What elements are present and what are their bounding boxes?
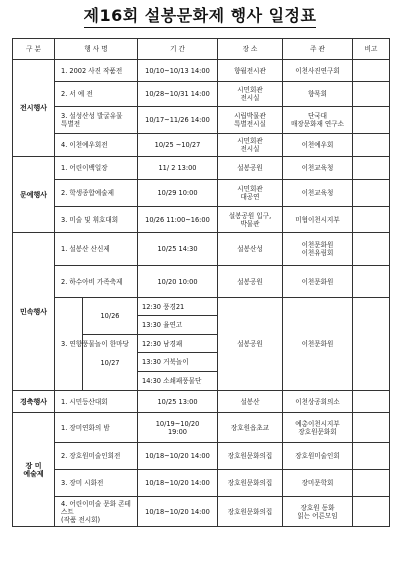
table-row [13, 207, 390, 233]
table-row [13, 134, 390, 157]
event-place: 설봉산 [218, 391, 283, 413]
event-host: 이천문화원 [283, 266, 353, 298]
header-category: 구 분 [13, 39, 55, 60]
table-row [13, 233, 390, 266]
event-remarks [353, 82, 390, 107]
event-host: 이천문화원 이천유림회 [283, 233, 353, 266]
performance-slot: 12:30 남경패 [138, 335, 218, 353]
event-period: 10/19~10/20 19:00 [138, 413, 218, 443]
event-remarks [353, 413, 390, 443]
event-place: 시립박물관 특별전시실 [218, 107, 283, 134]
category-rose: 장 미 예술제 [13, 413, 55, 527]
event-period: 10/26 11:00~16:00 [138, 207, 218, 233]
event-remarks [353, 443, 390, 470]
event-place: 장호원문화의집 [218, 470, 283, 497]
performance-slot: 12:30 풍경21 [138, 298, 218, 316]
event-host: 예총이천시지부 장호원문화회 [283, 413, 353, 443]
event-name: 3. 미술 및 휘호대회 [55, 207, 138, 233]
event-period: 10/17~11/26 14:00 [138, 107, 218, 134]
event-name: 2. 장호원미술인회전 [55, 443, 138, 470]
day-label: 10/26 [83, 298, 138, 335]
document-title [0, 6, 400, 28]
event-host: 이천교육청 [283, 157, 353, 180]
event-name: 1. 설봉산 산신제 [55, 233, 138, 266]
header-host: 주 관 [283, 39, 353, 60]
event-remarks [353, 391, 390, 413]
event-remarks [353, 180, 390, 207]
event-place: 장호원읍초교 [218, 413, 283, 443]
table-row [13, 470, 390, 497]
table-row [13, 82, 390, 107]
table-row [13, 298, 390, 316]
event-host: 장호원미술인회 [283, 443, 353, 470]
event-host: 장호원 동화 읽는 어른모임 [283, 497, 353, 527]
event-period: 10/18~10/20 14:00 [138, 497, 218, 527]
event-host: 장미문학회 [283, 470, 353, 497]
event-period: 11/ 2 13:00 [138, 157, 218, 180]
document-title-text: 제16회 설봉문화제 행사 일정표 [84, 6, 317, 28]
table-row [13, 157, 390, 180]
table-row [13, 180, 390, 207]
table-row [13, 391, 390, 413]
event-name: 3. 연향풍물놀이 한마당 [55, 298, 83, 391]
day-label: 10/27 [83, 335, 138, 391]
table-row [13, 443, 390, 470]
header-remarks: 비고 [353, 39, 390, 60]
event-remarks [353, 157, 390, 180]
event-name: 3. 장미 시화전 [55, 470, 138, 497]
event-host: 이천사진연구회 [283, 60, 353, 82]
category-culture: 문예행사 [13, 157, 55, 233]
event-period: 10/18~10/20 14:00 [138, 443, 218, 470]
event-place: 설봉공원 입구, 박물관 [218, 207, 283, 233]
event-name: 2. 서 예 전 [55, 82, 138, 107]
category-exhibition: 전시행사 [13, 60, 55, 157]
event-name: 2. 학생종합예술제 [55, 180, 138, 207]
event-host: 향묵회 [283, 82, 353, 107]
event-host: 이천예우회 [283, 134, 353, 157]
event-name: 1. 시민등산대회 [55, 391, 138, 413]
event-name: 1. 장미연화의 밤 [55, 413, 138, 443]
category-folk: 민속행사 [13, 233, 55, 391]
header-place: 장 소 [218, 39, 283, 60]
event-period: 10/10~10/13 14:00 [138, 60, 218, 82]
event-remarks [353, 207, 390, 233]
header-period: 기 간 [138, 39, 218, 60]
event-remarks [353, 107, 390, 134]
event-remarks [353, 233, 390, 266]
event-period: 10/20 10:00 [138, 266, 218, 298]
event-place: 설봉공원 [218, 266, 283, 298]
table-row [13, 107, 390, 134]
event-name: 1. 2002 사진 작품전 [55, 60, 138, 82]
event-host: 이천상공회의소 [283, 391, 353, 413]
event-name: 2. 하수아비 가족축제 [55, 266, 138, 298]
event-place: 설봉산성 [218, 233, 283, 266]
table-header-row [13, 39, 390, 60]
event-name: 4. 어린이미술 문화 콘테스트 (작품 전시회) [55, 497, 138, 527]
table-row [13, 413, 390, 443]
header-event-name: 행 사 명 [55, 39, 138, 60]
performance-slot: 13:30 거북놀이 [138, 353, 218, 372]
event-period: 10/18~10/20 14:00 [138, 470, 218, 497]
event-period: 10/28~10/31 14:00 [138, 82, 218, 107]
event-name: 3. 설성산성 발굴유물 특별전 [55, 107, 138, 134]
event-remarks [353, 470, 390, 497]
event-place: 향월전시관 [218, 60, 283, 82]
category-sport: 경축행사 [13, 391, 55, 413]
event-remarks [353, 266, 390, 298]
event-name: 1. 어린이백일장 [55, 157, 138, 180]
event-host: 미협이천시지부 [283, 207, 353, 233]
event-remarks [353, 60, 390, 82]
event-remarks [353, 134, 390, 157]
event-place: 시민회관 대공연 [218, 180, 283, 207]
event-period: 10/25 13:00 [138, 391, 218, 413]
table-row [13, 266, 390, 298]
event-host: 이천문화원 [283, 298, 353, 391]
event-place: 설봉공원 [218, 298, 283, 391]
event-place: 설봉공원 [218, 157, 283, 180]
event-remarks [353, 298, 390, 391]
event-remarks [353, 497, 390, 527]
event-place: 시민회관 전시실 [218, 134, 283, 157]
event-host: 단국대 매장문화재 연구소 [283, 107, 353, 134]
event-place: 장호원문화의집 [218, 443, 283, 470]
schedule-table [12, 38, 390, 527]
event-period: 10/29 10:00 [138, 180, 218, 207]
event-place: 시민회관 전시실 [218, 82, 283, 107]
event-place: 장호원문화의집 [218, 497, 283, 527]
table-row [13, 60, 390, 82]
event-period: 10/25 14:30 [138, 233, 218, 266]
event-host: 이천교육청 [283, 180, 353, 207]
table-row [13, 497, 390, 527]
performance-slot: 14:30 소쇄패풍물단 [138, 372, 218, 391]
performance-slot: 13:30 율연고 [138, 316, 218, 335]
event-name: 4. 이천예우회전 [55, 134, 138, 157]
event-period: 10/25 ~10/27 [138, 134, 218, 157]
